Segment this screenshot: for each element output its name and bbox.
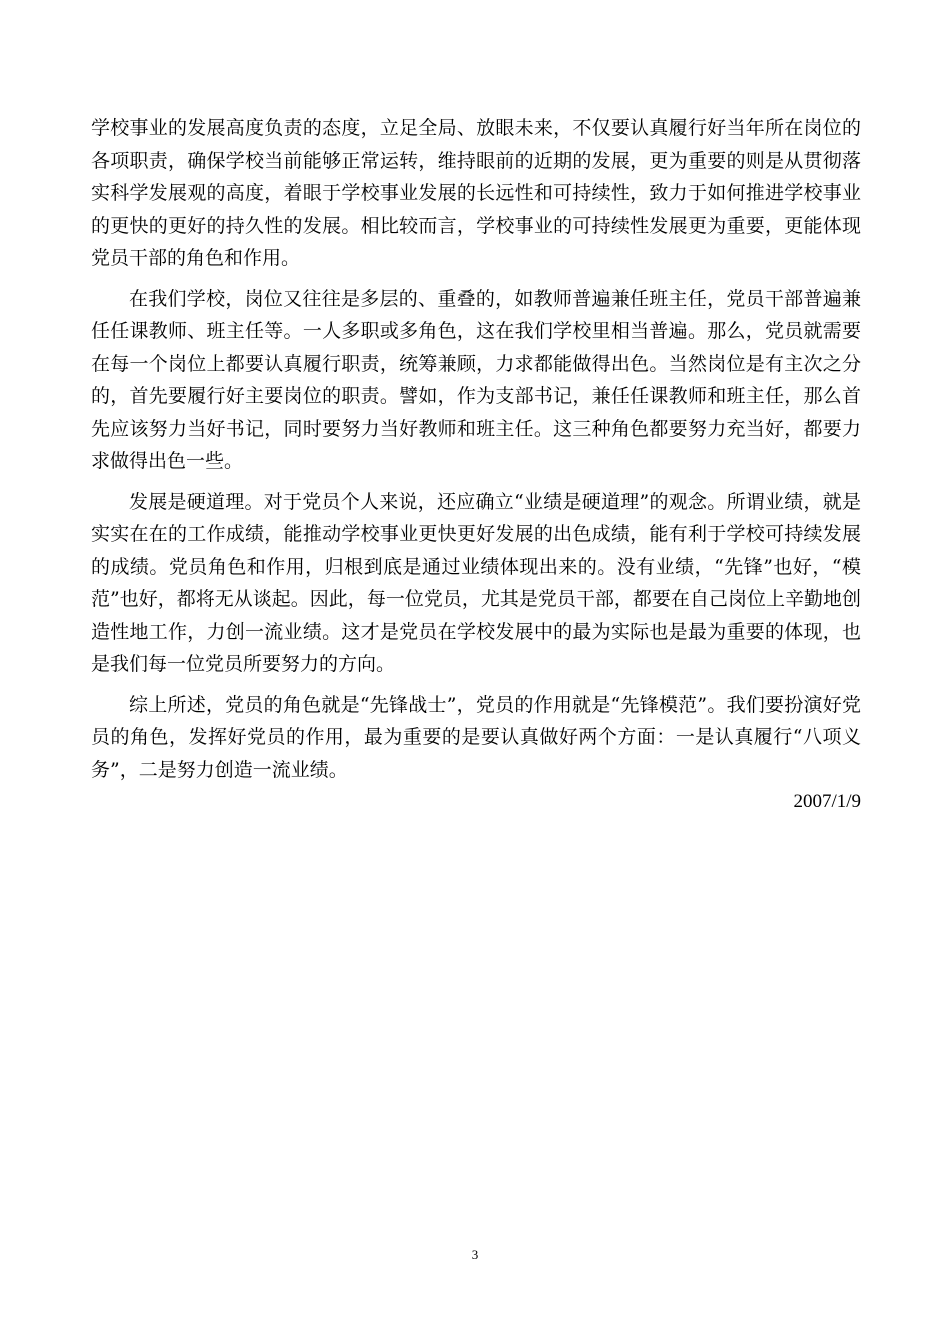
paragraph-achievement: 发展是硬道理。对于党员个人来说，还应确立“业绩是硬道理”的观念。所谓业绩，就是实实在在的工作成绩，能推动学校事业更快更好发展的出色成绩，能有利于学校可持续发展的成绩。党员角色和作用，归根到底是通过业绩体现出来的。没有业绩，“先锋”也好，“模范”也好，都将无从谈起。因此，每一位党员，尤其是党员干部，都要在自己岗位上辛勤地创造性地工作，力创一流业绩。这才是党员在学校发展中的最为实际也是最为重要的体现，也是我们每一位党员所要努力的方向。 — [91, 490, 861, 675]
page-number: 3 — [471, 1247, 479, 1262]
document-date: 2007/1/9 — [793, 791, 861, 812]
paragraph-conclusion: 综上所述，党员的角色就是“先锋战士”，党员的作用就是“先锋模范”。我们要扮演好党员的角色，发挥好党员的作用，最为重要的是要认真做好两个方面：一是认真履行“八项义务”，二是努力创造一流业绩。 — [91, 693, 861, 781]
paragraph-positions: 在我们学校，岗位又往往是多层的、重叠的，如教师普遍兼任班主任，党员干部普遍兼任任课教师、班主任等。一人多职或多角色，这在我们学校里相当普遍。那么，党员就需要在每一个岗位上都要认真履行职责，统筹兼顾，力求都能做得出色。当然岗位是有主次之分的，首先要履行好主要岗位的职责。譬如，作为支部书记，兼任任课教师和班主任，那么首先应该努力当好书记，同时要努力当好教师和班主任。这三种角色都要努力充当好，都要力求做得出色一些。 — [91, 287, 861, 472]
paragraph-continued: 学校事业的发展高度负责的态度，立足全局、放眼未来，不仅要认真履行好当年所在岗位的各项职责，确保学校当前能够正常运转，维持眼前的近期的发展，更为重要的则是从贯彻落实科学发展观的高度，着眼于学校事业发展的长远性和可持续性，致力于如何推进学校事业的更快的更好的持久性的发展。相比较而言，学校事业的可持续性发展更为重要，更能体现党员干部的角色和作用。 — [91, 117, 861, 269]
document-body — [91, 112, 861, 819]
